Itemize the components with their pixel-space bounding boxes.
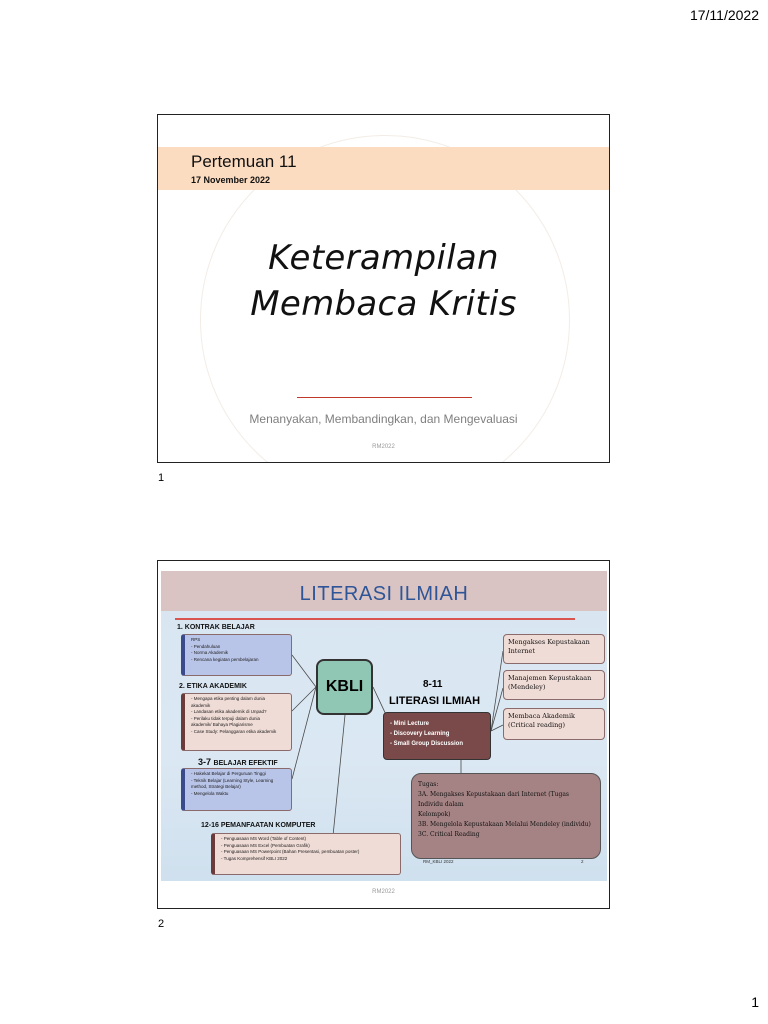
sec3-item: - Mengelola Waktu: [191, 790, 229, 796]
mind-map-image: [161, 571, 607, 881]
tugas-box: [411, 773, 601, 859]
sec2-item: - Perilaku tidak terpuji dalam dunia: [191, 715, 261, 721]
sec2-box: [181, 693, 292, 751]
right-box-critical-reading: Membaca Akademik (Critical reading): [503, 708, 605, 740]
literasi-box: [383, 712, 491, 760]
literasi-item: - Small Group Discussion: [390, 741, 464, 747]
sec2-item: - Case Study: Pelanggaran etika akademik: [191, 728, 277, 734]
sec3-item: method, Strategi Belajar): [191, 784, 241, 789]
sec1-heading: 1. KONTRAK BELAJAR: [177, 624, 255, 631]
main-title-line-1: Keterampilan: [268, 238, 499, 278]
tugas-item: 3B. Mengelola Kepustakaan Melalui Mendeley (individu): [418, 821, 591, 828]
slide-number-2: 2: [158, 918, 165, 930]
sec3-item: - Teknik Belajar (Learning Style, Learning: [191, 777, 274, 783]
slide-footer: RM2022: [372, 444, 395, 450]
sec1-item: - Rencana kegiatan pembelajaran: [191, 656, 259, 662]
sec1-item: - Norma Akademik: [191, 650, 229, 655]
sec4-item: - Penguasaan MS Word (Table of Content): [221, 836, 306, 841]
sec4-item: - Penguasaan MS Excel (Pembuatan Grafik): [221, 842, 310, 848]
sec3-heading: [198, 757, 278, 767]
slide-number-1: 1: [158, 472, 165, 484]
meeting-date: 17 November 2022: [191, 175, 271, 185]
sec1-item: - Pendahuluan: [191, 643, 221, 649]
sec2-item: - Landasan etika akademik di Unpad?: [191, 709, 267, 714]
literasi-item: - Mini Lecture: [390, 721, 430, 727]
tugas-item: 3A. Mengakses Kepustakaan dari Internet (Tugas Individu dalam: [418, 791, 570, 808]
sec4-box: [211, 833, 401, 875]
page-number: 1: [751, 994, 759, 1010]
sec3-heading-num: 3-7: [198, 757, 212, 767]
slide-subtitle: Menanyakan, Membandingkan, dan Mengevaluasi: [249, 412, 518, 426]
sec4-heading: 12-16 PEMANFAATAN KOMPUTER: [201, 822, 316, 829]
sec2-heading: 2. ETIKA AKADEMIK: [179, 683, 247, 690]
sec4-item: - Tugas Komprehensif KBLI 2022: [221, 855, 288, 861]
title-band: [158, 147, 609, 190]
sec1-box: [181, 634, 292, 676]
main-title-line-2: Membaca Kritis: [250, 284, 517, 324]
sec2-item: akademik/ Bahaya Plagiarisme: [191, 722, 253, 727]
tugas-label: Tugas:: [418, 781, 439, 788]
literasi-item: - Discovery Learning: [390, 731, 450, 737]
right-box-internet: Mengakses Kepustakaan Internet: [503, 634, 605, 664]
slide-2-title: LITERASI ILMIAH: [299, 583, 469, 605]
meeting-title: Pertemuan 11: [191, 152, 297, 171]
divider-line: [297, 397, 472, 398]
sec3-item: - Hakekat Belajar di Perguruan Tinggi: [191, 771, 266, 776]
sec2-item: - Mengapa etika penting dalam dunia: [191, 696, 266, 701]
right-box-mendeley: Manajemen Kepustakaan (Mendeley): [503, 670, 605, 700]
slide-1-thumbnail: [157, 114, 610, 463]
print-date: 17/11/2022: [689, 7, 759, 23]
slide-2-thumbnail: [157, 560, 610, 909]
tugas-item: Kelompok): [418, 811, 451, 818]
image-footer-right: 2: [581, 859, 584, 864]
sec1-item: RPS: [191, 637, 201, 642]
slide-main-title: [158, 235, 609, 327]
literasi-heading: LITERASI ILMIAH: [389, 695, 481, 707]
tugas-item: 3C. Critical Reading: [418, 831, 480, 838]
literasi-number: 8-11: [423, 679, 443, 690]
slide-footer: RM2022: [372, 889, 395, 895]
sec3-heading-text: BELAJAR EFEKTIF: [213, 760, 278, 767]
sec4-item: - Penguasaan MS Powerpoint (Bahan Presentasi, pembuatan poster): [221, 849, 360, 854]
image-footer-left: RM_KBLI 2022: [423, 859, 454, 864]
sec3-box: [181, 768, 292, 811]
kbli-center-node: KBLI: [316, 659, 373, 715]
sec2-item: akademik: [191, 702, 211, 708]
